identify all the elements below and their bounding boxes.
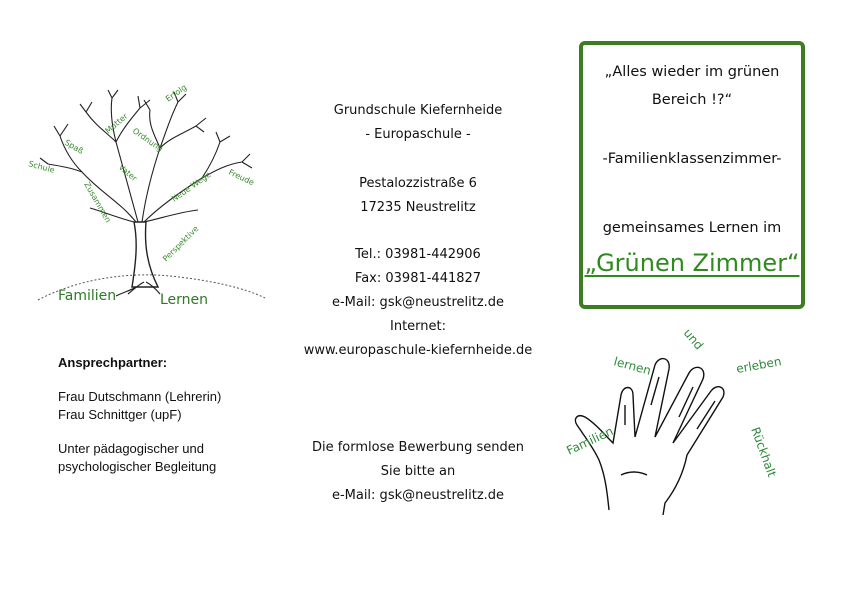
application-text: Die formlose Bewerbung senden [311, 440, 525, 455]
application-text: Sie bitte an [380, 464, 456, 479]
school-subtitle: - Europaschule - [365, 127, 471, 142]
tree-word: Erfolg [163, 82, 189, 104]
telephone: Tel.: 03981-442906 [355, 247, 481, 262]
street: Pestalozzistraße 6 [359, 176, 477, 191]
hand-word: erleben [735, 354, 783, 376]
city: 17235 Neustrelitz [360, 200, 476, 215]
hand-illustration [555, 325, 795, 525]
tree-word: Spaß [63, 137, 85, 156]
contact-details-block [300, 243, 536, 363]
hand-word: Rückhalt [748, 425, 780, 479]
tree-word: Vater [116, 162, 139, 184]
quote-line: „Alles wieder im grünen [604, 64, 780, 80]
website-link[interactable]: www.europaschule-kiefernheide.de [303, 343, 533, 358]
application-email[interactable]: e-Mail: gsk@neustrelitz.de [331, 488, 505, 503]
tree-trunk [132, 222, 158, 287]
box-subtitle: -Familienklassenzimmer- [602, 151, 782, 167]
address-block [300, 172, 536, 220]
title-box [579, 41, 805, 309]
quote-line: Bereich !?“ [651, 92, 733, 108]
tree-illustration [20, 82, 270, 312]
tree-word: Freude [227, 167, 256, 188]
tree-word: Neue Wege [169, 169, 213, 204]
tree-word: Mutter [103, 111, 130, 136]
quote [583, 58, 801, 114]
school-name: Grundschule Kiefernheide [333, 103, 503, 118]
email[interactable]: e-Mail: gsk@neustrelitz.de [331, 295, 505, 310]
learn-line: gemeinsames Lernen im [602, 220, 782, 236]
contact-heading: Ansprechpartner: [58, 355, 168, 370]
fax: Fax: 03981-441827 [354, 271, 482, 286]
contact-person: Frau Schnittger (upF) [58, 407, 182, 422]
contact-section [58, 354, 288, 476]
tree-word: Perspektive [161, 224, 201, 264]
hand-word: lernen [612, 354, 653, 378]
tree-word: Ordnung [130, 126, 165, 154]
box-title: „Grünen Zimmer“ [584, 249, 800, 277]
hand-word: und [680, 325, 707, 353]
school-name-block [300, 99, 536, 147]
tree-branches [40, 90, 252, 222]
hand-word: Familien [564, 423, 616, 458]
tree-word: Schule [27, 159, 56, 175]
support-text: psychologischer Begleitung [58, 459, 217, 474]
tree-word: Zusammen [82, 180, 113, 225]
support-text: Unter pädagogischer und [58, 441, 204, 456]
tree-caption-lernen: Lernen [160, 292, 209, 308]
internet-label: Internet: [390, 319, 446, 334]
tree-caption-familien: Familien [58, 288, 117, 304]
application-block [300, 436, 536, 508]
contact-person: Frau Dutschmann (Lehrerin) [58, 389, 222, 404]
